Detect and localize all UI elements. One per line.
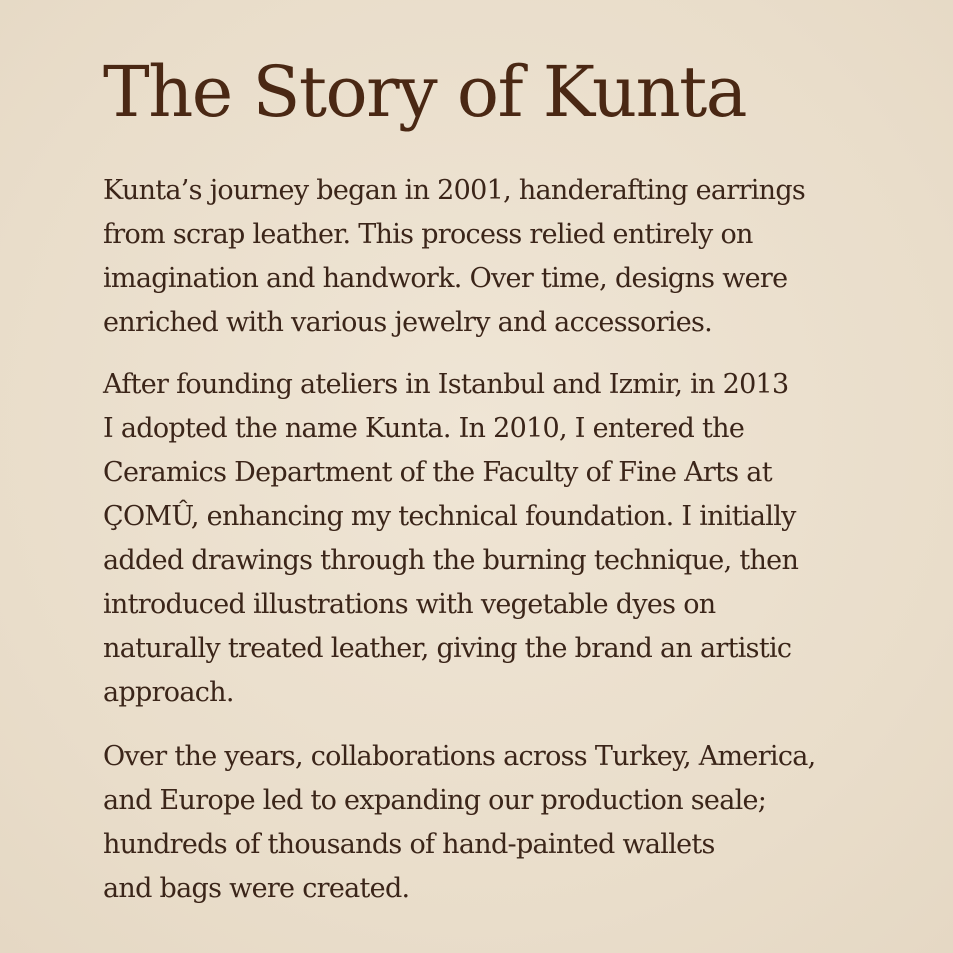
paragraph-line: from scrap leather. This process relied entirely on <box>103 219 753 250</box>
paragraph-line: naturally treated leather, giving the brand an artistic <box>103 633 792 664</box>
paragraph-line: introduced illustrations with vegetable dyes on <box>103 589 716 620</box>
paragraph-line: Over the years, collaborations across Turkey, America, <box>103 741 816 772</box>
paragraph-line: and Europe led to expanding our production seale; <box>103 785 767 816</box>
paragraph-line: After founding ateliers in Istanbul and Izmir, in 2013 <box>103 369 789 400</box>
paragraph-collaborations <box>103 735 923 911</box>
paragraph-line: Kunta’s journey began in 2001, handerafting earrings <box>103 175 806 206</box>
paragraph-line: and bags were created. <box>103 873 410 904</box>
page-title: The Story of Kunta <box>103 51 747 133</box>
paragraph-origins <box>103 169 923 345</box>
paragraph-ateliers <box>103 363 923 715</box>
paragraph-line: Ceramics Department of the Faculty of Fine Arts at <box>103 457 772 488</box>
paragraph-line: hundreds of thousands of hand-painted wallets <box>103 829 715 860</box>
paragraph-line: imagination and handwork. Over time, designs were <box>103 263 788 294</box>
paragraph-line: enriched with various jewelry and accessories. <box>103 307 713 338</box>
article <box>103 44 923 911</box>
paragraph-line: approach. <box>103 677 234 708</box>
paragraph-line: I adopted the name Kunta. In 2010, I entered the <box>103 413 745 444</box>
paragraph-line: ÇOMÛ, enhancing my technical foundation. I initially <box>103 501 796 532</box>
paragraph-line: added drawings through the burning technique, then <box>103 545 799 576</box>
